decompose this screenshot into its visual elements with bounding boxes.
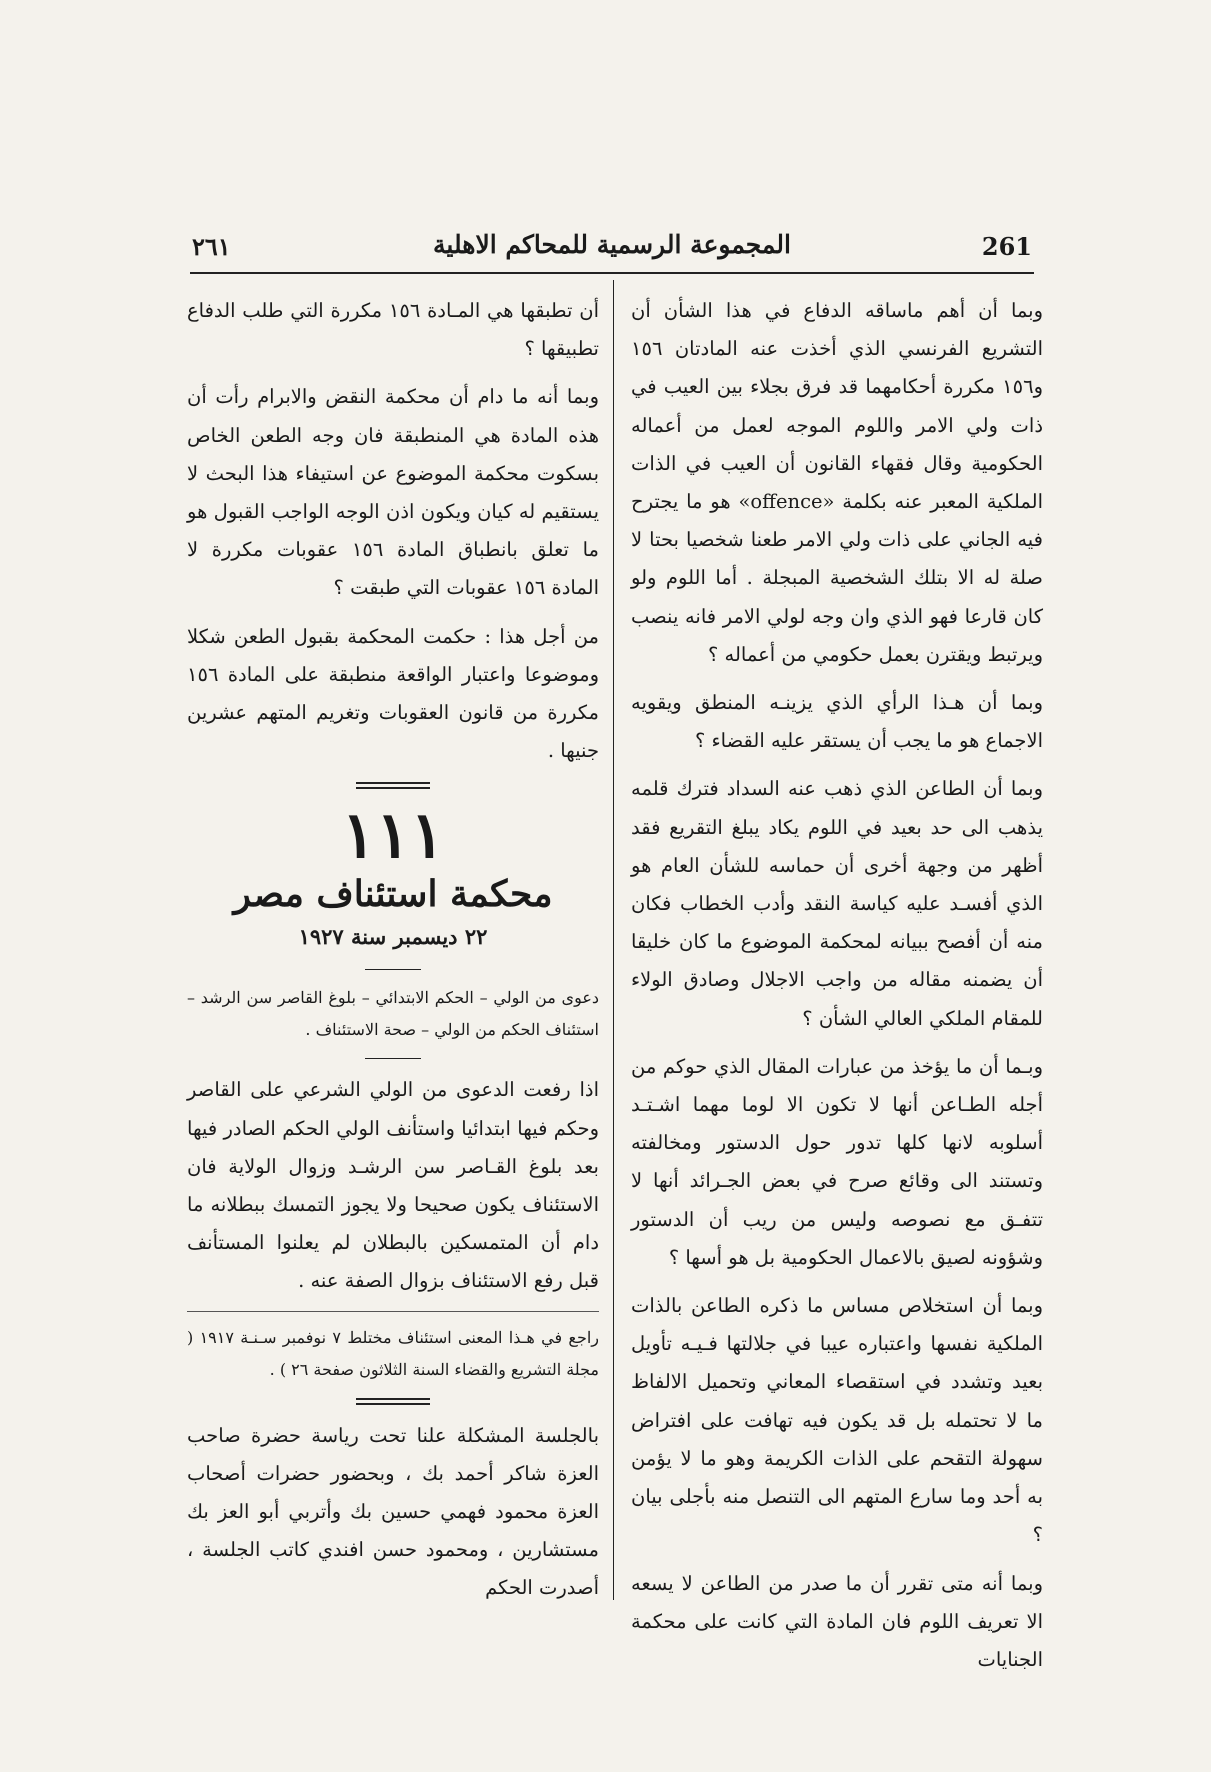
paragraph: وبما أن هـذا الرأي الذي يزينـه المنطق ويقويه الاجماع هو ما يجب أن يستقر عليه القضاء ؟ [631, 691, 1043, 753]
column-divider [613, 280, 614, 1600]
paragraph: من أجل هذا : حكمت المحكمة بقبول الطعن شكلا وموضوعا واعتبار الواقعة منطبقة على المادة ١٥٦ مكررة من قانون العقوبات وتغريم المتهم عشرين جنيها . [187, 624, 599, 763]
header-rule [190, 272, 1034, 274]
hearing-paragraph: بالجلسة المشكلة علنا تحت رياسة حضرة صاحب العزة شاكر أحمد بك ، وبحضور حضرات أصحاب العزة محمود فهمي حسين بك وأتربي أبو العز بك مستشارين ، ومحمود حسن افندي كاتب الجلسة ، أصدرت الحكم [187, 1423, 599, 1600]
legal-principle: اذا رفعت الدعوى من الولي الشرعي على القاصر وحكم فيها ابتدائيا واستأنف الولي الحكم الصادر فيها بعد بلوغ القـاصر سن الرشـد وزوال الولاية فان الاستئناف يكون صحيحا ولا يجوز التمسك ببطلانه ما دام أن المتمسكين بالبطلان لم يعلنوا المستأنف قبل رفع الاستئناف بزوال الصفة عنه . [187, 1078, 599, 1293]
case-number: ١١١ [341, 798, 445, 874]
case-summary: دعوى من الولي – الحكم الابتدائي – بلوغ القاصر سن الرشد – استئناف الحكم من الولي – صحة الاستئناف . [187, 988, 599, 1040]
paragraph: أن تطبقها هي المـادة ١٥٦ مكررة التي طلب الدفاع تطبيقها ؟ [187, 299, 600, 361]
journal-title: المجموعة الرسمية للمحاكم الاهلية [433, 230, 791, 259]
section-divider [356, 1398, 430, 1405]
paragraph: وبما أن استخلاص مساس ما ذكره الطاعن بالذات الملكية نفسها واعتباره عيبا في جلالتها فـيـه تأويل بعيد وتشدد في استقصاء المعاني وتحميل الالفاظ ما لا تحتمله بل قد يكون فيه تهافت على افتراض سهولة التقحم على الذات الكريمة وهو ما لا يؤمن به أحد وما سارع المتهم الى التنصل منه بأجلى بيان ؟ [631, 1294, 1043, 1547]
page-header [192, 228, 1032, 268]
note-rule [187, 1311, 599, 1312]
divider [365, 969, 421, 970]
court-name: محكمة استئناف مصر [233, 873, 553, 916]
section-divider [356, 782, 430, 789]
judgment-date: ٢٢ ديسمبر سنة ١٩٢٧ [298, 924, 488, 950]
divider [365, 1058, 421, 1059]
right-column [631, 292, 1043, 1679]
paragraph: وبـما أن ما يؤخذ من عبارات المقال الذي حوكم من أجله الطـاعن أنها لا تكون الا لوما مهما اشـتـد أسلوبه لانها كلها تدور حول الدستور ومخالفته وتستند الى وقائع صرح في بعض الجـرائد أنها لا تتفـق مع نصوصه وليس من ريب أن الدستور وشؤونه لصيق بالاعمال الحكومية بل هو أسها ؟ [631, 1054, 1043, 1269]
paragraph: وبما أن الطاعن الذي ذهب عنه السداد فترك قلمه يذهب الى حد بعيد في اللوم يكاد يبلغ التقريع فقد أظهر من وجهة أخرى أن حماسه للشأن العام هو الذي أفسـد عليه كياسة النقد وأدب الخطاب فكان منه أن أفصح ببيانه لمحكمة الموضوع ما كان خليقا أن يضمنه مقاله من واجب الاجلال وصادق الولاء للمقام الملكي العالي الشأن ؟ [631, 777, 1043, 1030]
paragraph: وبما أنه ما دام أن محكمة النقض والابرام رأت أن هذه المادة هي المنطبقة فان وجه الطعن الخاص بسكوت محكمة الموضوع عن استيفاء هذا البحث لا يستقيم له كيان ويكون اذن الوجه الواجب القبول هو ما تعلق بانطباق المادة ١٥٦ عقوبات مكررة لا المادة ١٥٦ عقوبات التي طبقت ؟ [187, 385, 599, 600]
reference-note: راجع في هـذا المعنى استئناف مختلط ٧ نوفمبر سـنـة ١٩١٧ ( مجلة التشريع والقضاء السنة الثلاثون صفحة ٢٦ ) . [187, 1327, 600, 1379]
page-number-latin: 261 [981, 232, 1032, 261]
page-number-arabic: ٢٦١ [192, 232, 231, 261]
paragraph: وبما أنه متى تقرر أن ما صدر من الطاعن لا يسعه الا تعريف اللوم فان المادة التي كانت على محكمة الجنايات [631, 1571, 1043, 1671]
left-column [187, 292, 599, 1608]
paragraph: وبما أن أهم ماساقه الدفاع في هذا الشأن أن التشريع الفرنسي الذي أخذت عنه المادتان ١٥٦ و١٥٦ مكررة أحكامهما قد فرق بجلاء بين العيب في ذات ولي الامر واللوم الموجه لعمل من أعماله الحكومية وقال فقهاء القانون أن العيب في الذات الملكية المعبر عنه بكلمة «offence» هو ما يجترح فيه الجاني على ذات ولي الامر طعنا شخصيا بحتا لا صلة له الا بتلك الشخصية المبجلة . أما اللوم ولو كان قارعا فهو الذي وان وجه لولي الامر فانه ينصب ويرتبط ويقترن بعمل حكومي من أعماله ؟ [631, 299, 1043, 666]
